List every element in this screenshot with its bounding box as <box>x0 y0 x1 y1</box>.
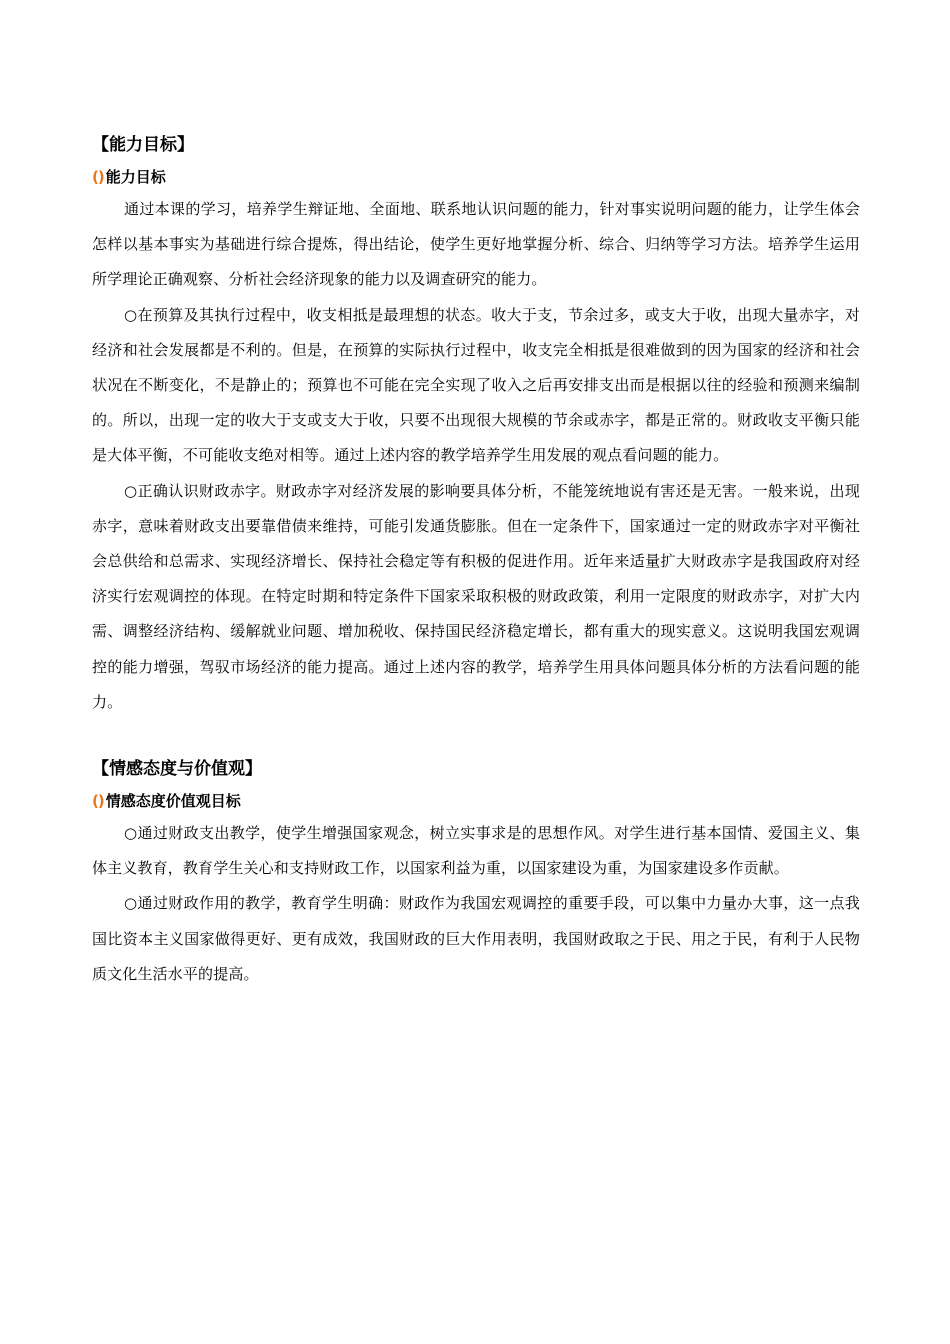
values-heading: 【情感态度与价值观】 <box>92 759 262 780</box>
bullet-marker-icon: () <box>92 792 104 811</box>
values-section <box>92 756 860 992</box>
ability-goals-section <box>92 132 860 720</box>
section-spacer <box>92 720 860 756</box>
values-subheading <box>92 790 860 812</box>
ability-paragraph-3: ○正确认识财政赤字。财政赤字对经济发展的影响要具体分析，不能笼统地说有害还是无害。一般来说，出现赤字，意味着财政支出要靠借债来维持，可能引发通货膨胀。但在一定条件下，国家通过一定的财政赤字对平衡社会总供给和总需求、实现经济增长、保持社会稳定等有积极的促进作用。近年来适量扩大财政赤字是我国政府对经济实行宏观调控的体现。在特定时期和特定条件下国家采取积极的财政政策，利用一定限度的财政赤字，对扩大内需、调整经济结构、缓解就业问题、增加税收、保持国民经济稳定增长，都有重大的现实意义。这说明我国宏观调控的能力增强，驾驭市场经济的能力提高。通过上述内容的教学，培养学生用具体问题具体分析的方法看问题的能力。 <box>92 481 860 711</box>
values-paragraph-1: ○通过财政支出教学，使学生增强国家观念，树立实事求是的思想作风。对学生进行基本国情、爱国主义、集体主义教育，教育学生关心和支持财政工作，以国家利益为重，以国家建设为重，为国家建设多作贡献。 <box>92 824 860 878</box>
ability-goals-subheading-label: 能力目标 <box>105 168 166 186</box>
ability-goals-heading: 【能力目标】 <box>92 135 194 155</box>
ability-paragraph-2: ○在预算及其执行过程中，收支相抵是最理想的状态。收大于支，节余过多，或支大于收，出现大量赤字，对经济和社会发展都是不利的。但是，在预算的实际执行过程中，收支完全相抵是很难做到的因为国家的经济和社会状况在不断变化，不是静止的；预算也不可能在完全实现了收入之后再安排支出而是根据以往的经验和预测来编制的。所以，出现一定的收大于支或支大于收，只要不出现很大规模的节余或赤字，都是正常的。财政收支平衡只能是大体平衡，不可能收支绝对相等。通过上述内容的教学培养学生用发展的观点看问题的能力。 <box>92 305 860 465</box>
ability-paragraph-1: 通过本课的学习，培养学生辩证地、全面地、联系地认识问题的能力，针对事实说明问题的能力，让学生体会怎样以基本事实为基础进行综合提炼，得出结论，使学生更好地掌握分析、综合、归纳等学习方法。培养学生运用所学理论正确观察、分析社会经济现象的能力以及调查研究的能力。 <box>92 200 860 289</box>
values-paragraph-2: ○通过财政作用的教学，教育学生明确：财政作为我国宏观调控的重要手段，可以集中力量办大事，这一点我国比资本主义国家做得更好、更有成效，我国财政的巨大作用表明，我国财政取之于民、用之于民，有利于人民物质文化生活水平的提高。 <box>92 894 860 983</box>
values-subheading-label: 情感态度价值观目标 <box>105 792 241 811</box>
ability-goals-subheading <box>92 166 860 188</box>
bullet-marker-icon: () <box>92 168 104 186</box>
